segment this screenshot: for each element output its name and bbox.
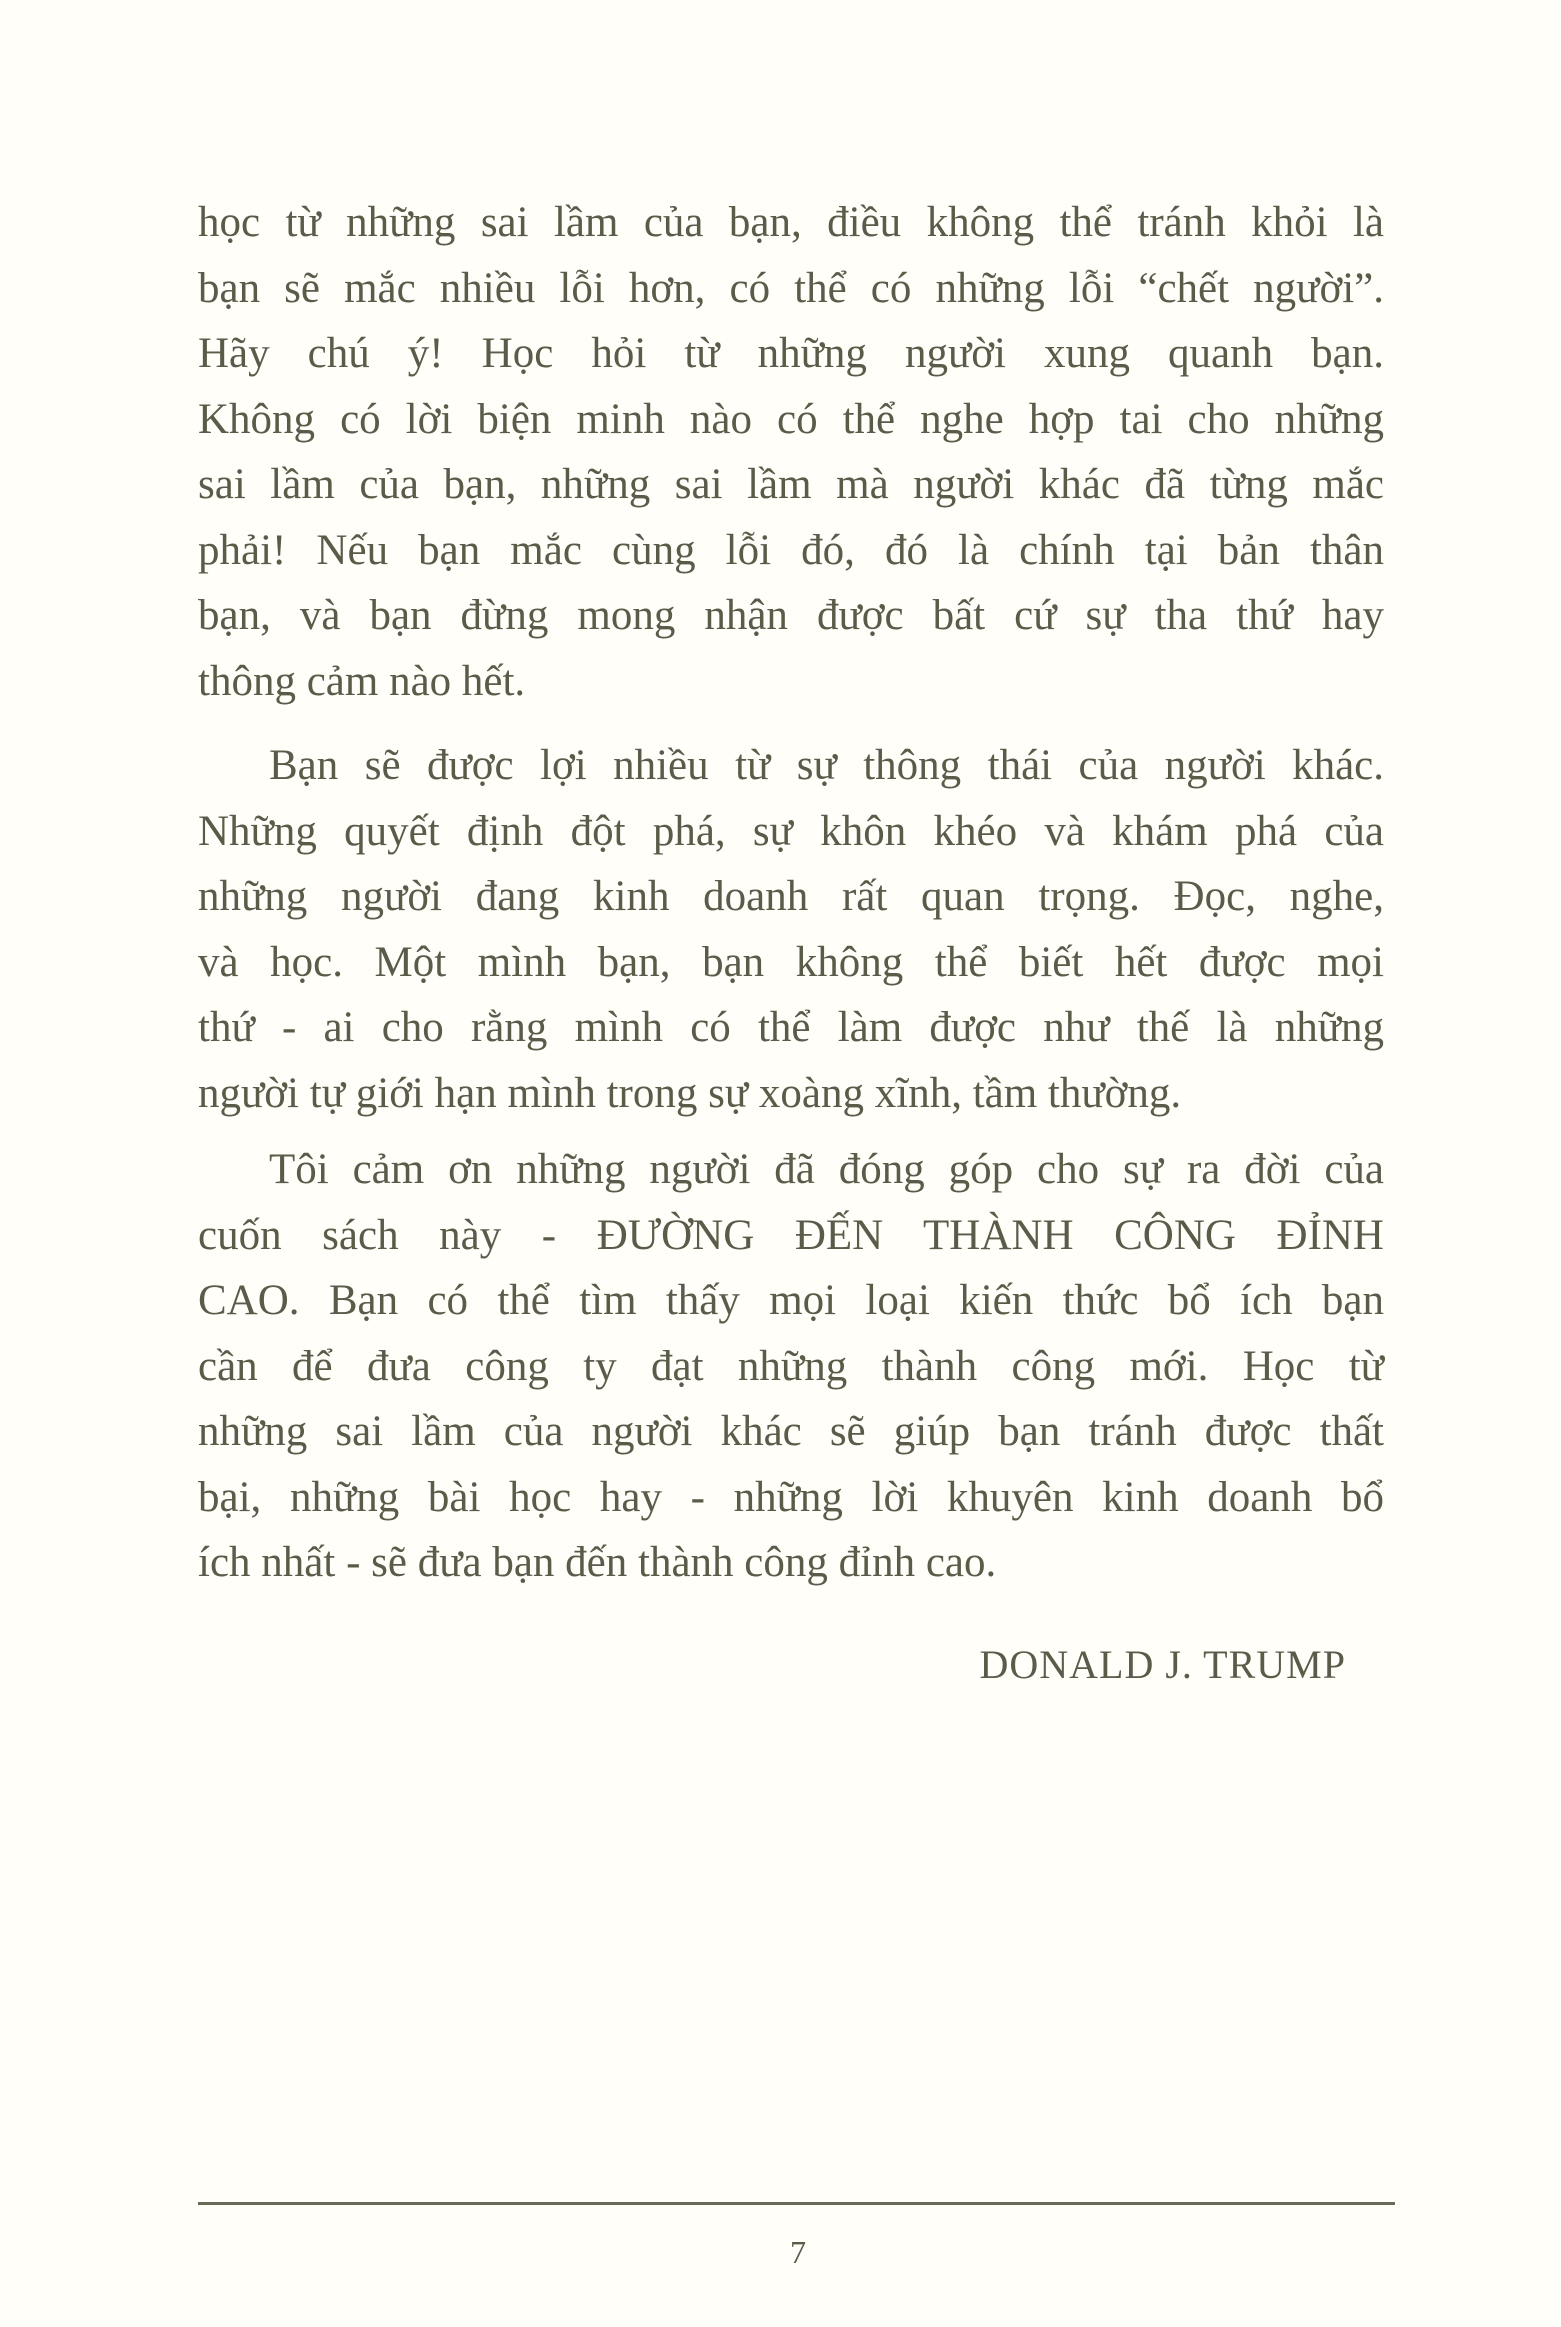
text-line: bạn, và bạn đừng mong nhận được bất cứ sự tha thứ hay <box>198 592 1384 639</box>
text-line: người tự giới hạn mình trong sự xoàng xĩnh, tầm thường. <box>198 1069 1182 1117</box>
text-line: thông cảm nào hết. <box>198 657 526 705</box>
text-line: bạn sẽ mắc nhiều lỗi hơn, có thể có những lỗi “chết người”. <box>198 264 1384 312</box>
text-line: CAO. Bạn có thể tìm thấy mọi loại kiến thức bổ ích bạn <box>198 1277 1384 1324</box>
text-line: cuốn sách này - ĐƯỜNG ĐẾN THÀNH CÔNG ĐỈNH <box>198 1211 1384 1259</box>
text-line: phải! Nếu bạn mắc cùng lỗi đó, đó là chính tại bản thân <box>198 526 1384 574</box>
text-line: những sai lầm của người khác sẽ giúp bạn tránh được thất <box>198 1408 1384 1455</box>
text-line: học từ những sai lầm của bạn, điều không thể tránh khỏi là <box>198 199 1384 246</box>
text-line: và học. Một mình bạn, bạn không thể biết hết được mọi <box>198 938 1384 986</box>
paragraph-1 <box>198 190 1384 714</box>
text-line: Hãy chú ý! Học hỏi từ những người xung quanh bạn. <box>198 330 1384 377</box>
text-line: thứ - ai cho rằng mình có thể làm được như thế là những <box>198 1004 1384 1051</box>
text-line: bại, những bài học hay - những lời khuyên kinh doanh bổ <box>198 1473 1384 1521</box>
text-line: cần để đưa công ty đạt những thành công mới. Học từ <box>198 1342 1384 1390</box>
paragraph-2 <box>198 733 1384 1126</box>
text-line: Tôi cảm ơn những người đã đóng góp cho sự ra đời của <box>269 1146 1384 1193</box>
footer-divider <box>198 2202 1395 2205</box>
text-line: những người đang kinh doanh rất quan trọng. Đọc, nghe, <box>198 873 1384 920</box>
text-line: ích nhất - sẽ đưa bạn đến thành công đỉnh cao. <box>198 1539 997 1586</box>
author-signature: DONALD J. TRUMP <box>979 1642 1346 1687</box>
text-line: Những quyết định đột phá, sự khôn khéo và khám phá của <box>198 807 1384 855</box>
page-number: 7 <box>790 2234 806 2270</box>
paragraph-3 <box>198 1137 1384 1596</box>
text-line: Bạn sẽ được lợi nhiều từ sự thông thái của người khác. <box>269 742 1384 789</box>
text-line: sai lầm của bạn, những sai lầm mà người khác đã từng mắc <box>198 461 1384 508</box>
text-line: Không có lời biện minh nào có thể nghe hợp tai cho những <box>198 395 1384 443</box>
